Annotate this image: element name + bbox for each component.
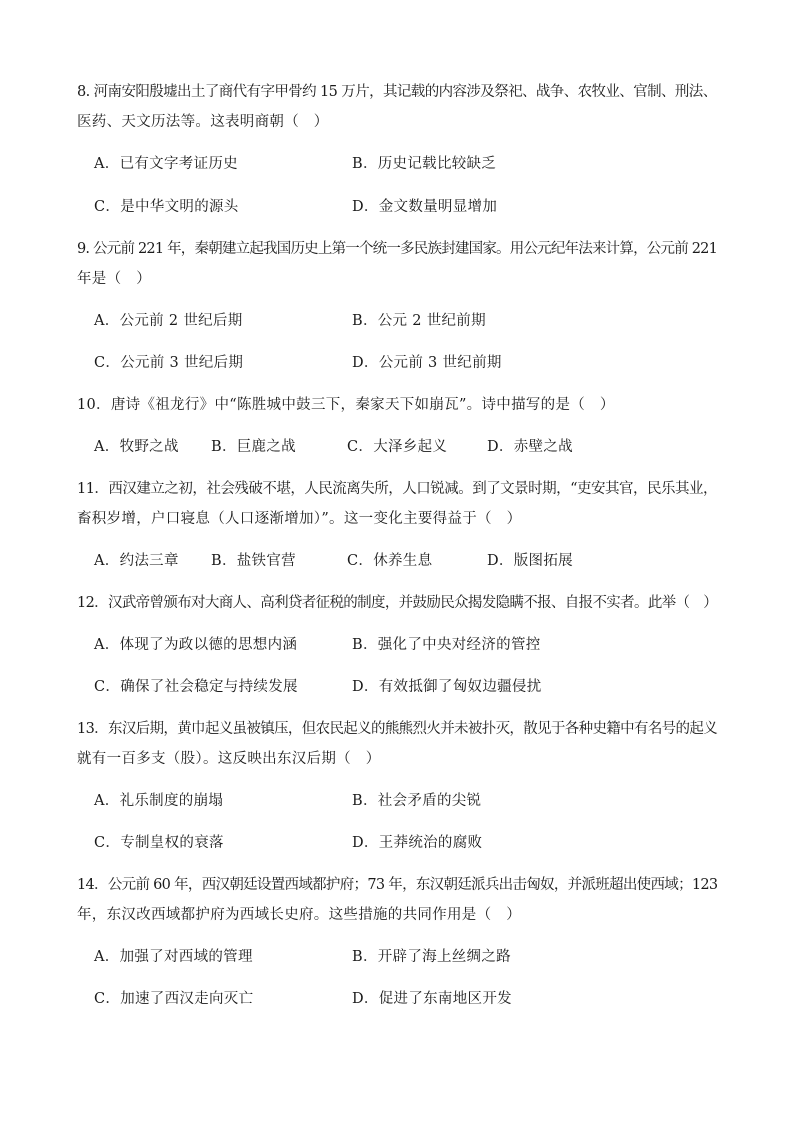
- question-13-option-a[interactable]: A．礼乐制度的崩塌: [94, 793, 224, 809]
- question-14-option-d[interactable]: D．促进了东南地区开发: [352, 991, 512, 1007]
- question-8-stem-line-1: 8. 河南安阳殷墟出土了商代有字甲骨约 15 万片，其记载的内容涉及祭祀、战争、农牧业、官制、刑法、: [77, 84, 717, 100]
- question-14-stem-line-2: 年，东汉改西域都护府为西域长史府。这些措施的共同作用是（ ）: [77, 907, 521, 923]
- question-10-option-a[interactable]: A．牧野之战: [94, 439, 179, 455]
- question-9-option-d[interactable]: D．公元前 3 世纪前期: [352, 355, 502, 371]
- question-9-option-a[interactable]: A．公元前 2 世纪后期: [94, 313, 243, 329]
- question-14-option-b[interactable]: B．开辟了海上丝绸之路: [352, 949, 511, 965]
- question-8-option-a[interactable]: A．已有文字考证历史: [94, 156, 238, 172]
- question-11-stem-line-1: 11．西汉建立之初，社会残破不堪，人民流离失所，人口锐减。到了文景时期，“吏安其官，民乐其业，: [77, 481, 717, 497]
- question-10-stem-line-1: 10．唐诗《祖龙行》中“陈胜城中鼓三下，秦家天下如崩瓦”。诗中描写的是（ ）: [77, 397, 615, 413]
- question-14-stem-line-1: 14．公元前 60 年，西汉朝廷设置西域都护府；73 年，东汉朝廷派兵出击匈奴，并派班超出使西域；123: [77, 877, 718, 893]
- question-8-option-b[interactable]: B．历史记载比较缺乏: [352, 156, 497, 172]
- question-13-stem-line-2: 就有一百多支（股）。这反映出东汉后期（ ）: [77, 751, 381, 767]
- question-12-option-b[interactable]: B．强化了中央对经济的管控: [352, 637, 541, 653]
- question-14-option-c[interactable]: C．加速了西汉走向灭亡: [94, 991, 254, 1007]
- question-9-stem-line-1: 9. 公元前 221 年，秦朝建立起我国历史上第一个统一多民族封建国家。用公元纪年法来计算，公元前 221: [77, 241, 718, 257]
- question-14-option-a[interactable]: A．加强了对西域的管理: [94, 949, 253, 965]
- question-10-option-b[interactable]: B．巨鹿之战: [211, 439, 296, 455]
- question-12-option-a[interactable]: A．体现了为政以德的思想内涵: [94, 637, 298, 653]
- question-10-option-c[interactable]: C．大泽乡起义: [347, 439, 448, 455]
- question-11-option-c[interactable]: C．休养生息: [347, 553, 433, 569]
- question-12-option-c[interactable]: C．确保了社会稳定与持续发展: [94, 679, 298, 695]
- question-11-option-b[interactable]: B．盐铁官营: [211, 553, 296, 569]
- question-9-option-c[interactable]: C．公元前 3 世纪后期: [94, 355, 244, 371]
- question-13-option-b[interactable]: B．社会矛盾的尖锐: [352, 793, 482, 809]
- question-13-stem-line-1: 13．东汉后期，黄巾起义虽被镇压，但农民起义的熊熊烈火并未被扑灭，散见于各种史籍中有名号的起义: [77, 721, 718, 737]
- question-8-stem-line-2: 医药、天文历法等。这表明商朝（ ）: [77, 114, 329, 130]
- question-10-option-d[interactable]: D．赤壁之战: [487, 439, 573, 455]
- question-13-option-d[interactable]: D．王莽统治的腐败: [352, 835, 483, 851]
- question-9-option-b[interactable]: B．公元 2 世纪前期: [352, 313, 486, 329]
- question-12-stem-line-1: 12．汉武帝曾颁布对大商人、高利贷者征税的制度，并鼓励民众揭发隐瞒不报、自报不实者。此举（ ）: [77, 595, 718, 611]
- question-9-stem-line-2: 年是（ ）: [77, 271, 151, 287]
- question-12-option-d[interactable]: D．有效抵御了匈奴边疆侵扰: [352, 679, 542, 695]
- question-13-option-c[interactable]: C．专制皇权的衰落: [94, 835, 224, 851]
- question-8-option-d[interactable]: D．金文数量明显增加: [352, 199, 498, 215]
- question-11-option-a[interactable]: A．约法三章: [94, 553, 179, 569]
- question-8-option-c[interactable]: C．是中华文明的源头: [94, 199, 239, 215]
- question-11-option-d[interactable]: D．版图拓展: [487, 553, 573, 569]
- question-11-stem-line-2: 畜积岁增，户口寝息（人口逐渐增加）”。这一变化主要得益于（ ）: [77, 511, 522, 527]
